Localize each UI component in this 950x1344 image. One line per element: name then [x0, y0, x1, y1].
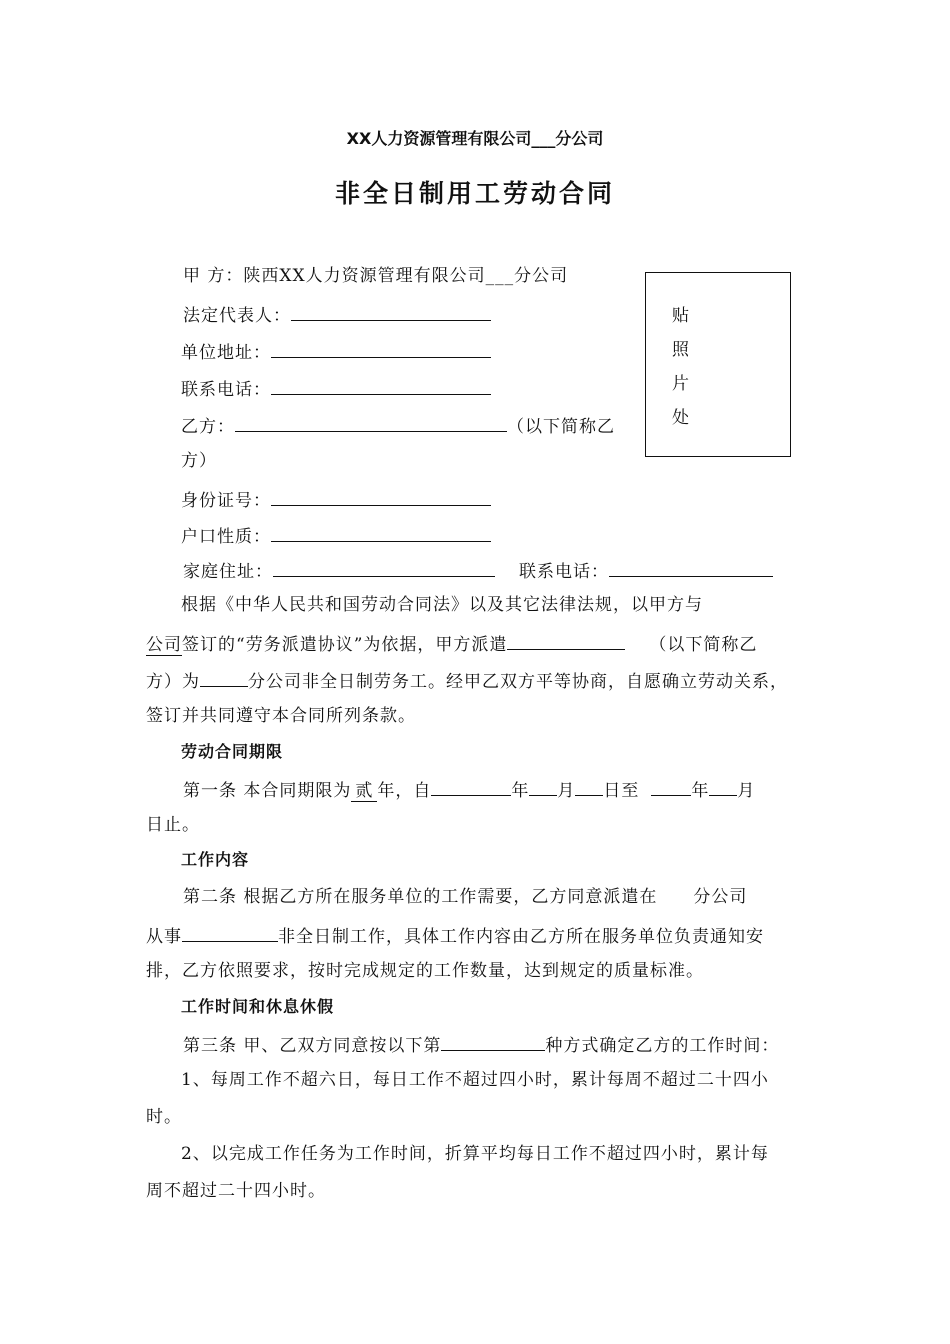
- article-2-line-2: [146, 923, 764, 948]
- company-address-label: 单位地址：: [181, 343, 271, 363]
- preamble-line-3-text: 分公司非全日制劳务工。经甲乙双方平等协商，自愿确立劳动关系，: [248, 672, 788, 692]
- party-a-line: [183, 265, 568, 287]
- party-b-phone-label: 联系电话：: [519, 562, 609, 582]
- hukou-label: 户口性质：: [181, 527, 271, 547]
- photo-label-char: 处: [672, 408, 689, 428]
- article-1-line: [183, 777, 755, 802]
- preamble-line-2-text: 签订的“劳务派遣协议”为依据，甲方派遣: [182, 635, 508, 655]
- dispatch-name-blank[interactable]: [507, 631, 625, 650]
- id-number-line: [181, 487, 491, 512]
- option-2-line-1: 2、以完成工作任务为工作时间，折算平均每日工作不超过四小时，累计每: [181, 1144, 769, 1164]
- company-phone-line: [181, 376, 491, 401]
- party-b-phone-blank[interactable]: [609, 558, 773, 577]
- company-address-line: [181, 339, 491, 364]
- article-3-suffix: 种方式确定乙方的工作时间：: [545, 1036, 780, 1056]
- section-1-heading: 劳动合同期限: [181, 742, 284, 761]
- end-year-blank[interactable]: [651, 777, 691, 796]
- legal-rep-line: [183, 302, 491, 327]
- id-number-blank[interactable]: [271, 487, 491, 506]
- company-phone-label: 联系电话：: [181, 380, 271, 400]
- home-address-line: [183, 558, 495, 583]
- option-1-line-2: 时。: [146, 1107, 182, 1127]
- preamble-line-4: 签订并共同遵守本合同所列条款。: [146, 706, 416, 726]
- branch-name-blank[interactable]: [200, 668, 248, 687]
- section-2-heading: 工作内容: [181, 850, 250, 869]
- article-2-text: 第二条 根据乙方所在服务单位的工作需要，乙方同意派遣在: [183, 887, 658, 907]
- end-month-blank[interactable]: [709, 777, 737, 796]
- article-2-branch: 分公司: [693, 887, 748, 907]
- preamble-line-2: [146, 631, 757, 656]
- legal-rep-blank[interactable]: [291, 302, 491, 321]
- party-b-line: [181, 413, 615, 438]
- company-phone-blank[interactable]: [271, 376, 491, 395]
- preamble-line-2-suffix: （以下简称乙: [649, 635, 758, 655]
- company-header: XX人力资源管理有限公司___分公司: [346, 129, 604, 148]
- start-year-label: 年: [511, 781, 530, 801]
- article-2-line-2-prefix: 从事: [146, 927, 182, 947]
- hukou-blank[interactable]: [271, 523, 491, 542]
- party-a-name: 陕西XX人力资源管理有限公司___分公司: [243, 266, 569, 286]
- photo-placeholder-box: [645, 272, 791, 457]
- contract-years-unit: 年，自: [377, 781, 432, 801]
- end-year-label: 年: [691, 781, 710, 801]
- party-b-suffix-cont: 方）: [181, 451, 217, 471]
- article-1-prefix: 第一条 本合同期限为: [183, 781, 352, 801]
- start-month-blank[interactable]: [529, 777, 557, 796]
- start-day-label: 日至: [603, 781, 640, 801]
- document-title: 非全日制用工劳动合同: [334, 179, 615, 208]
- start-day-blank[interactable]: [575, 777, 603, 796]
- preamble-line-3-prefix: 方）为: [146, 672, 200, 692]
- home-address-label: 家庭住址：: [183, 562, 273, 582]
- article-3-line-1: [183, 1032, 779, 1057]
- photo-label-char: 照: [672, 340, 689, 360]
- id-number-label: 身份证号：: [181, 491, 271, 511]
- home-address-blank[interactable]: [273, 558, 495, 577]
- preamble-line-3: [146, 668, 788, 693]
- section-3-heading: 工作时间和休息休假: [181, 997, 335, 1016]
- party-b-blank[interactable]: [235, 413, 507, 432]
- option-2-line-2: 周不超过二十四小时。: [146, 1181, 326, 1201]
- end-month-label: 月: [737, 781, 756, 801]
- article-2-line-1: [183, 886, 747, 908]
- party-a-label: 甲 方：: [183, 266, 244, 286]
- option-1-line-1: 1、每周工作不超六日，每日工作不超过四小时，累计每周不超过二十四小: [181, 1070, 769, 1090]
- article-3-prefix: 第三条 甲、乙双方同意按以下第: [183, 1036, 442, 1056]
- preamble-line-1: 根据《中华人民共和国劳动合同法》以及其它法律法规，以甲方与: [181, 595, 703, 615]
- contract-years-value: 贰: [351, 781, 377, 802]
- party-b-suffix: （以下简称乙: [507, 417, 615, 437]
- party-b-phone-line: [519, 558, 773, 583]
- preamble-company-underlined: 公司: [146, 635, 182, 655]
- party-b-label: 乙方：: [181, 417, 235, 437]
- photo-label-char: 贴: [672, 306, 689, 326]
- article-2-line-3: 排，乙方依照要求，按时完成规定的工作数量，达到规定的质量标准。: [146, 961, 704, 981]
- company-address-blank[interactable]: [271, 339, 491, 358]
- hukou-line: [181, 523, 491, 548]
- start-month-label: 月: [557, 781, 576, 801]
- start-year-blank[interactable]: [431, 777, 511, 796]
- photo-label-char: 片: [672, 374, 689, 394]
- article-2-line-2-text: 非全日制工作，具体工作内容由乙方所在服务单位负责通知安: [278, 927, 764, 947]
- legal-rep-label: 法定代表人：: [183, 306, 291, 326]
- article-1-end: 日止。: [146, 815, 200, 835]
- work-method-blank[interactable]: [441, 1032, 545, 1051]
- work-type-blank[interactable]: [182, 923, 278, 942]
